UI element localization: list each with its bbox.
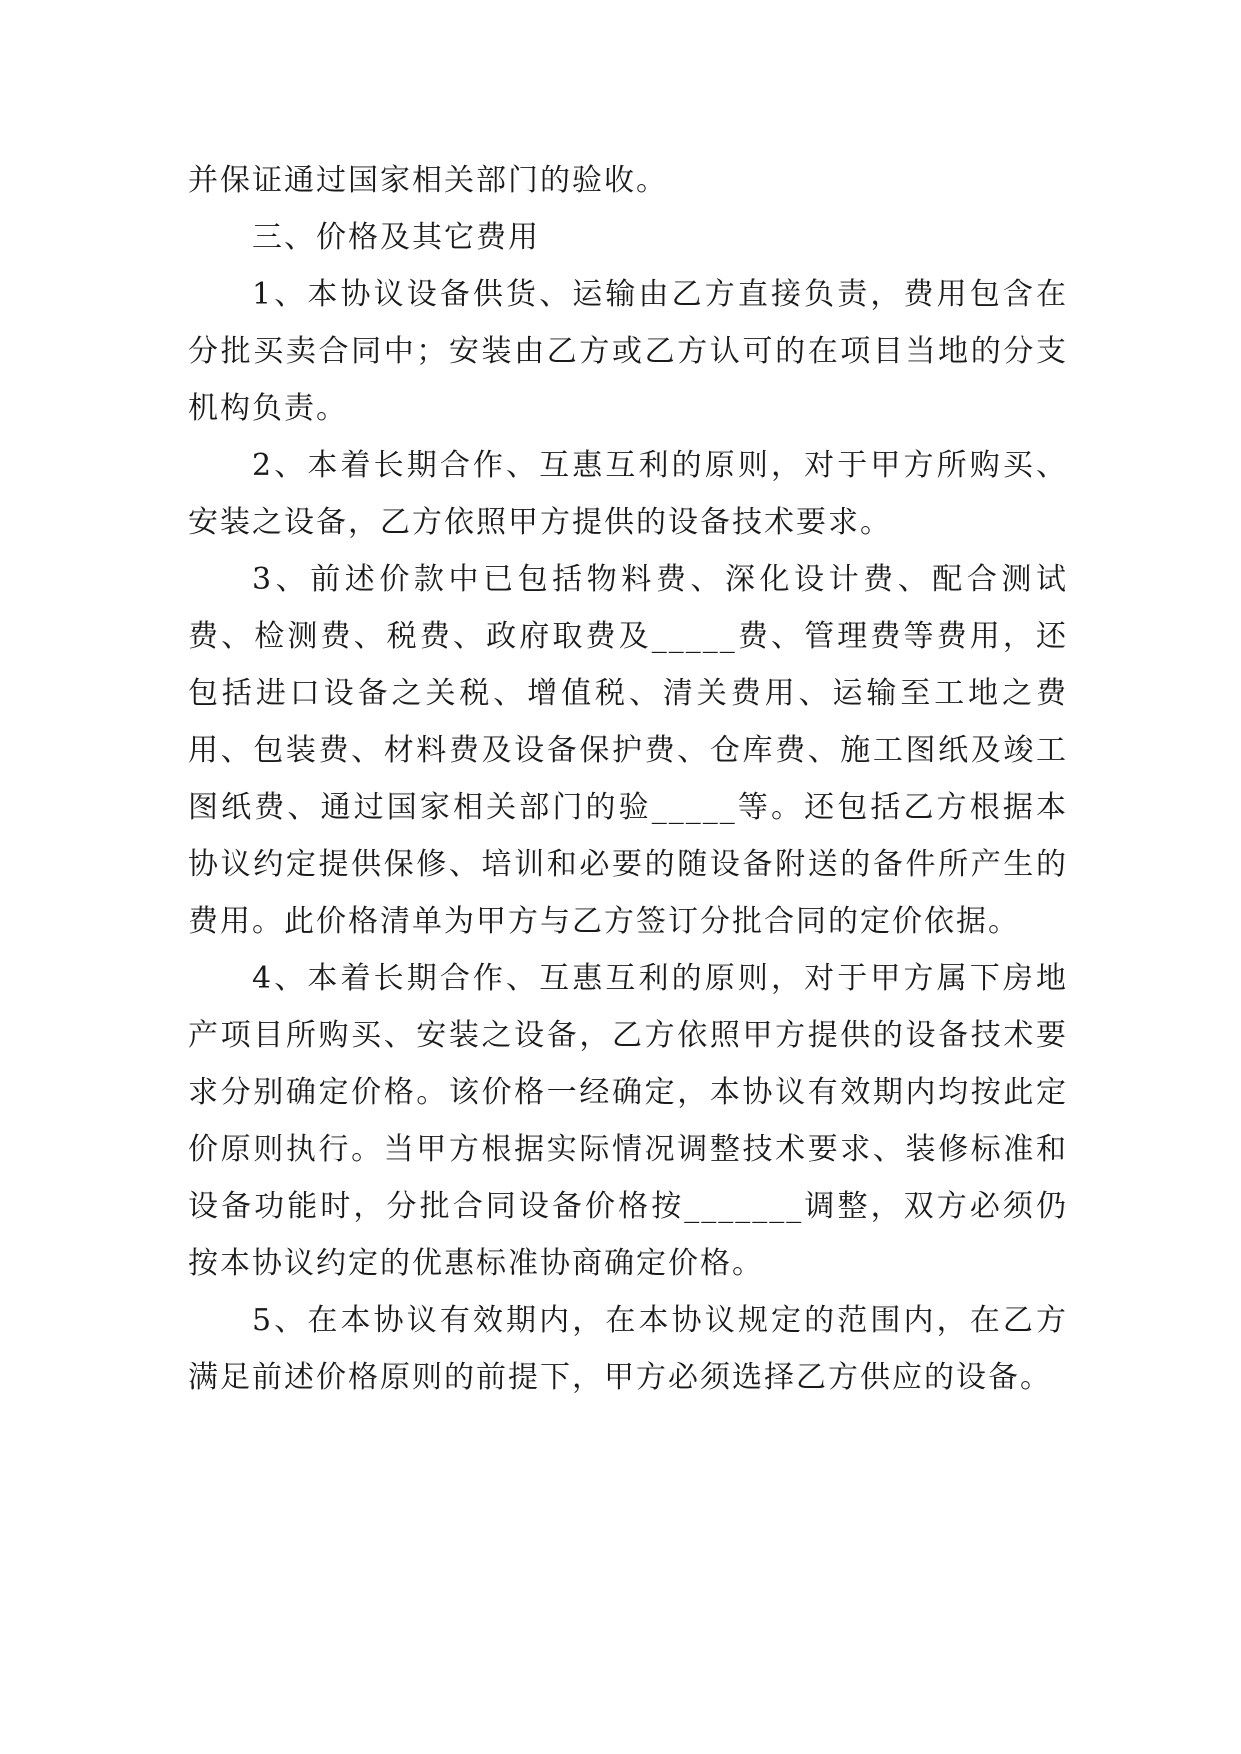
document-body (188, 152, 1068, 1406)
clause-1: 1、本协议设备供货、运输由乙方直接负责，费用包含在分批买卖合同中；安装由乙方或乙方认可的在项目当地的分支机构负责。 (188, 277, 1068, 426)
clause-5: 5、在本协议有效期内，在本协议规定的范围内，在乙方满足前述价格原则的前提下，甲方必须选择乙方供应的设备。 (188, 1303, 1068, 1395)
clause-4: 4、本着长期合作、互惠互利的原则，对于甲方属下房地产项目所购买、安装之设备，乙方依照甲方提供的设备技术要求分别确定价格。该价格一经确定，本协议有效期内均按此定价原则执行。当甲方根据实际情况调整技术要求、装修标准和设备功能时，分批合同设备价格按_______调整，双方必须仍按本协议约定的优惠标准协商确定价格。 (188, 961, 1068, 1281)
section-heading-price: 三、价格及其它费用 (252, 220, 540, 255)
clause-2: 2、本着长期合作、互惠互利的原则，对于甲方所购买、安装之设备，乙方依照甲方提供的设备技术要求。 (188, 448, 1068, 540)
clause-3: 3、前述价款中已包括物料费、深化设计费、配合测试费、检测费、税费、政府取费及_____费、管理费等费用，还包括进口设备之关税、增值税、清关费用、运输至工地之费用、包装费、材料费及设备保护费、仓库费、施工图纸及竣工图纸费、通过国家相关部门的验_____等。还包括乙方根据本协议约定提供保修、培训和必要的随设备附送的备件所产生的费用。此价格清单为甲方与乙方签订分批合同的定价依据。 (188, 562, 1068, 939)
paragraph-continuation: 并保证通过国家相关部门的验收。 (188, 163, 668, 198)
